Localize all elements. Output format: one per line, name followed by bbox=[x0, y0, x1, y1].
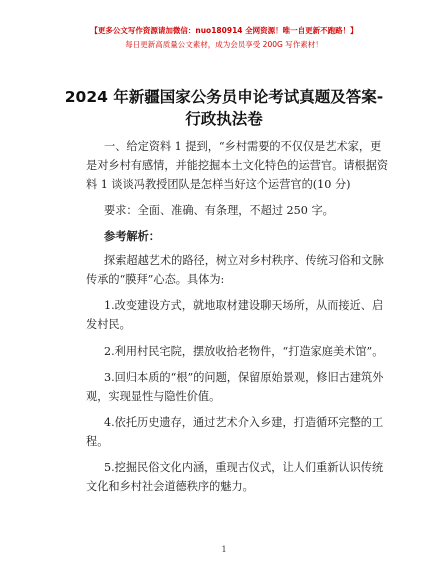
document-title-line-1: 2024 年新疆国家公务员申论考试真题及答案- bbox=[64, 88, 384, 106]
answer-heading: 参考解析： bbox=[104, 230, 160, 243]
document-title-line-2: 行政执法卷 bbox=[185, 110, 263, 128]
question-line-2: 是对乡村有感情，并能挖掘本土文化特色的运营官。请根据资 bbox=[86, 159, 389, 172]
answer-point-4-line-1: 4.依托历史遗存，通过艺术介入乡建，打造循环完整的工 bbox=[104, 416, 384, 429]
answer-point-1-line-2: 发村民。 bbox=[86, 318, 131, 331]
answer-point-3-line-1: 3.回归本质的“根”的问题，保留原始景观，修旧古建筑外 bbox=[104, 371, 384, 384]
answer-point-2-line-1: 2.利用村民宅院，摆放收拾老物件，“打造家庭美术馆”。 bbox=[104, 345, 384, 358]
requirement-text: 要求：全面、准确、有条理，不超过 250 字。 bbox=[104, 204, 334, 217]
intro-line-1: 探索超越艺术的路径，树立对乡村秩序、传统习俗和文脉 bbox=[104, 254, 384, 267]
question-line-1: 一、给定资料 1 提到，“乡村需要的不仅仅是艺术家，更 bbox=[104, 140, 382, 153]
answer-point-3-line-2: 观，实现显性与隐性价值。 bbox=[86, 390, 221, 403]
intro-line-2: 传承的“膜拜”心态。具体为: bbox=[86, 273, 225, 286]
answer-point-5-line-1: 5.挖掘民俗文化内涵，重现古仪式，让人们重新认识传统 bbox=[104, 461, 384, 474]
promo-banner-line-2: 每日更新高质量公文素材，成为会员享受 200G 写作素材！ bbox=[125, 40, 323, 49]
answer-point-1-line-1: 1.改变建设方式，就地取材建设聊天场所，从而接近、启 bbox=[104, 299, 384, 312]
promo-banner bbox=[0, 24, 448, 52]
promo-banner-line-1: 【更多公文写作资源请加微信：nuo180914 全网资源！唯一自更新不跑路！】 bbox=[90, 26, 358, 35]
answer-point-5-line-2: 文化和乡村社会道德秩序的魅力。 bbox=[86, 480, 254, 493]
answer-point-4-line-2: 程。 bbox=[86, 435, 109, 448]
question-line-3: 料 1 谈谈冯教授团队是怎样当好这个运营官的(10 分) bbox=[86, 178, 351, 191]
page-number: 1 bbox=[221, 545, 227, 554]
